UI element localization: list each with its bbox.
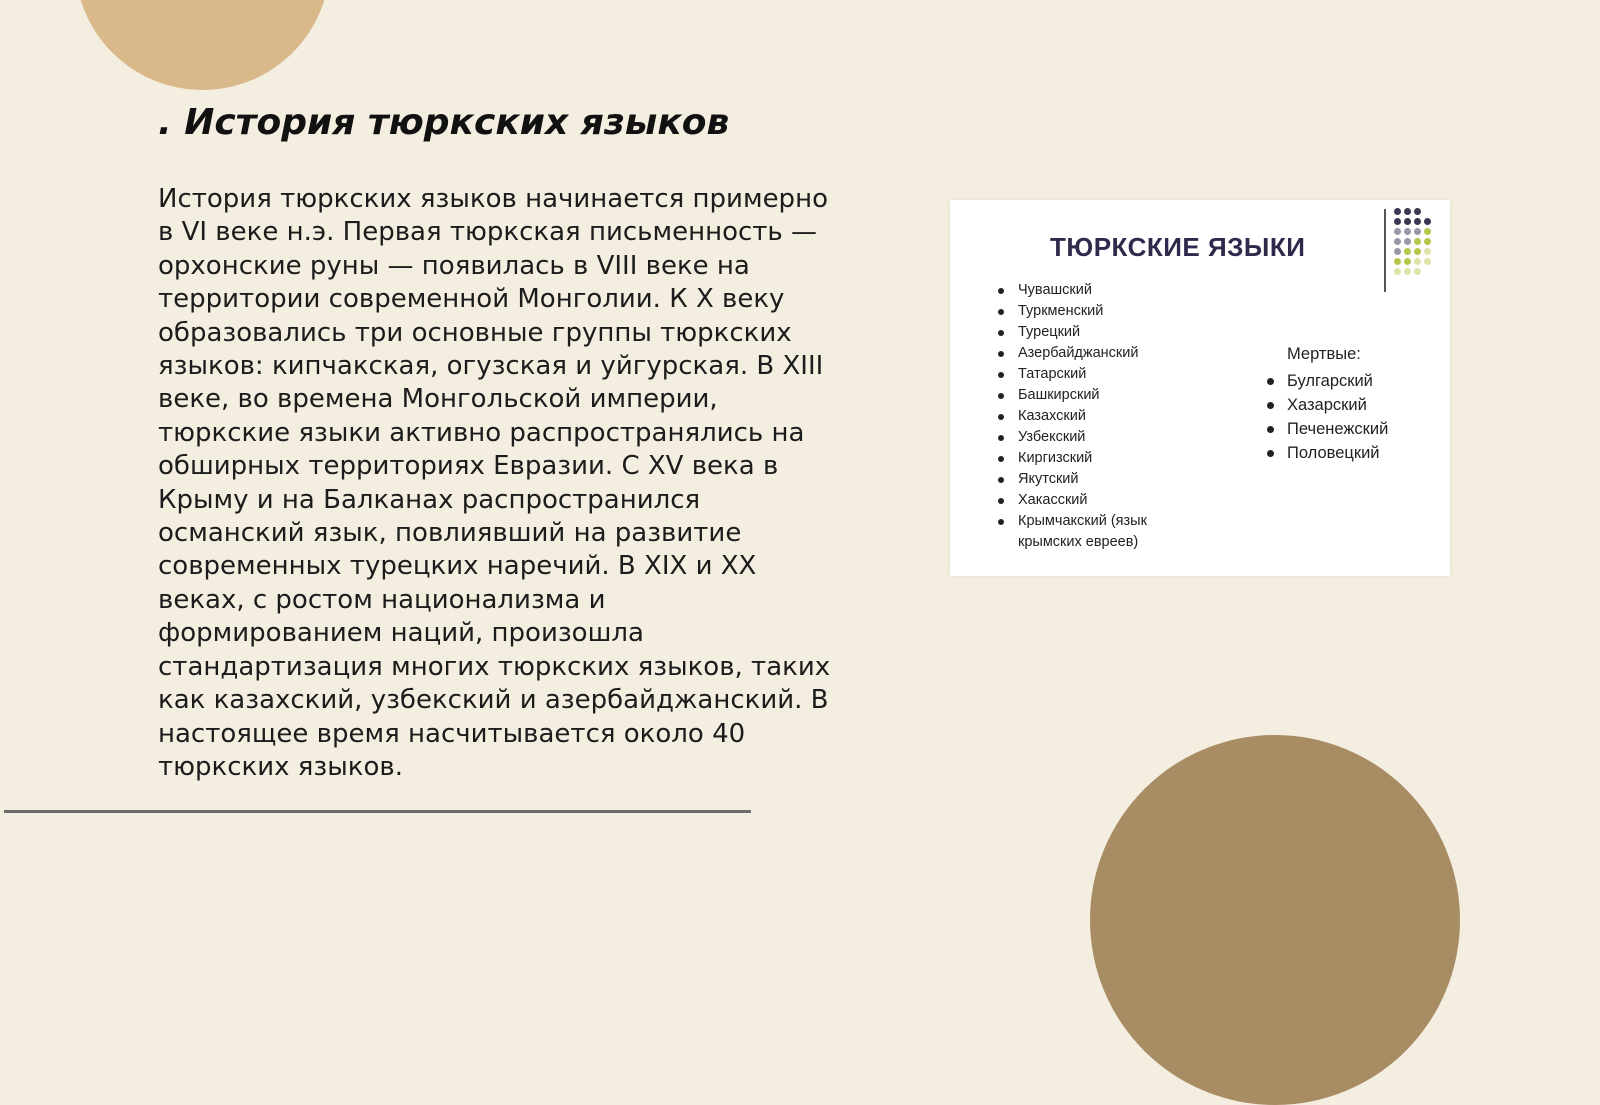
list-item: Булгарский <box>1267 369 1388 393</box>
list-item: Туркменский <box>998 301 1163 322</box>
dead-languages-heading: Мертвые: <box>1287 345 1361 363</box>
inset-vertical-line <box>1384 209 1386 292</box>
decorative-dot <box>1414 268 1421 275</box>
list-item: Хазарский <box>1267 393 1388 417</box>
divider-line <box>4 810 751 813</box>
body-paragraph: История тюркских языков начинается примерно в VI веке н.э. Первая тюркская письменность — орхонские руны — появилась в VIII веке на территории современной Монголии. К X веку образовались три основные группы тюркских языков: кипчакская, огузская и уйгурская. В XIII веке, во времена Монгольской империи, тюркские языки активно распространялись на обширных территориях Евразии. С XV века в Крыму и на Балканах распространился османский язык, повлиявший на развитие современных турецких наречий. В XIX и XX веках, с ростом национализма и формированием наций, произошла стандартизация многих тюркских языков, таких как казахский, узбекский и азербайджанский. В настоящее время насчитывается около 40 тюркских языков. <box>158 184 831 782</box>
list-item: Турецкий <box>998 322 1163 343</box>
decorative-dot <box>1414 248 1421 255</box>
languages-list <box>998 280 1163 553</box>
decorative-dot <box>1424 218 1431 225</box>
decorative-dot <box>1424 228 1431 235</box>
decorative-dot <box>1424 258 1431 265</box>
dead-languages-list <box>1267 369 1388 465</box>
decorative-dot <box>1404 258 1411 265</box>
list-item: Печенежский <box>1267 417 1388 441</box>
slide-title: . История тюркских языков <box>158 102 730 143</box>
inset-image-turkic-languages <box>950 200 1450 576</box>
decorative-dot <box>1394 268 1401 275</box>
decorative-dot <box>1394 208 1401 215</box>
list-item: Азербайджанский <box>998 343 1163 364</box>
decorative-dot <box>1414 238 1421 245</box>
decorative-circle-top <box>75 0 330 90</box>
list-item: Узбекский <box>998 427 1163 448</box>
decorative-dot <box>1424 268 1431 275</box>
decorative-dot <box>1414 208 1421 215</box>
decorative-dot <box>1404 228 1411 235</box>
list-item: Половецкий <box>1267 441 1388 465</box>
decorative-dot <box>1394 258 1401 265</box>
list-item: Татарский <box>998 364 1163 385</box>
list-item: Якутский <box>998 469 1163 490</box>
decorative-dot <box>1404 268 1411 275</box>
decorative-dot <box>1424 238 1431 245</box>
decorative-dot <box>1414 228 1421 235</box>
decorative-dot <box>1404 208 1411 215</box>
decorative-dot <box>1394 228 1401 235</box>
list-item: Башкирский <box>998 385 1163 406</box>
list-item: Киргизский <box>998 448 1163 469</box>
list-item: Крымчакский (язык крымских евреев) <box>998 511 1163 553</box>
decorative-dot <box>1394 218 1401 225</box>
decorative-dot <box>1414 258 1421 265</box>
decorative-dot <box>1404 238 1411 245</box>
decorative-dot <box>1424 248 1431 255</box>
decorative-circle-bottom <box>1090 735 1460 1105</box>
list-item: Хакасский <box>998 490 1163 511</box>
decorative-dot <box>1404 248 1411 255</box>
decorative-dot <box>1424 208 1431 215</box>
decorative-dot-grid <box>1394 208 1431 275</box>
list-item: Чувашский <box>998 280 1163 301</box>
list-item: Казахский <box>998 406 1163 427</box>
decorative-dot <box>1414 218 1421 225</box>
inset-title: ТЮРКСКИЕ ЯЗЫКИ <box>1050 232 1306 262</box>
decorative-dot <box>1394 238 1401 245</box>
decorative-dot <box>1404 218 1411 225</box>
decorative-dot <box>1394 248 1401 255</box>
